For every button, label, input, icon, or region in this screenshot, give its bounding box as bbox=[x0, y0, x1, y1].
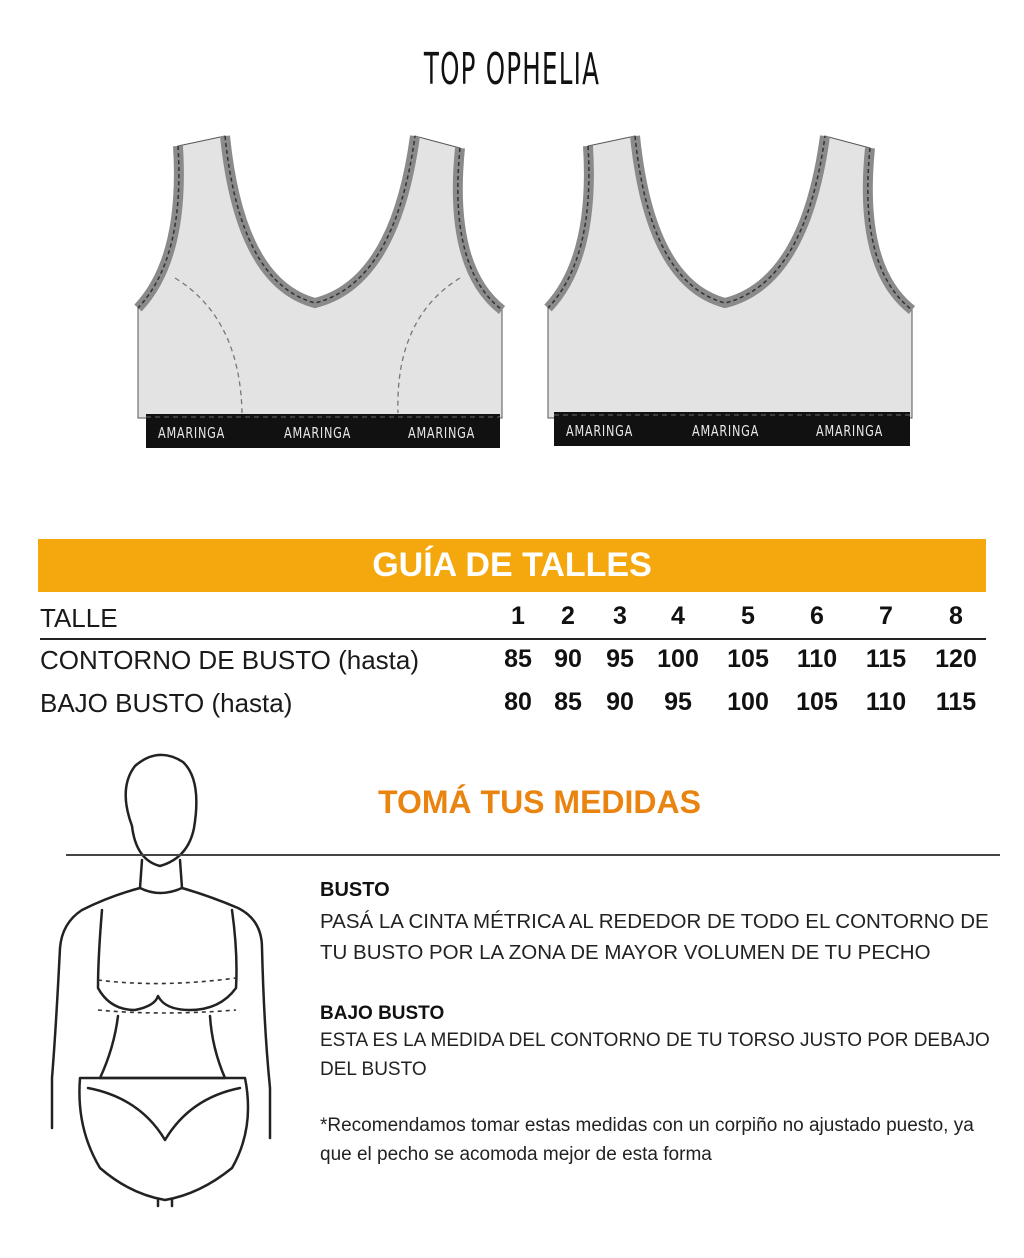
busto-instructions: PASÁ LA CINTA MÉTRICA AL REDEDOR DE TODO EL CONTORNO DE TU BUSTO POR LA ZONA DE MAYOR VOLUMEN DE TU PECHO bbox=[320, 910, 989, 964]
brand-label: AMARINGA bbox=[408, 424, 476, 442]
recommendation-note: *Recomendamos tomar estas medidas con un corpiño no ajustado puesto, ya que el pecho se acomoda mejor de esta forma bbox=[320, 1115, 974, 1165]
brand-label: AMARINGA bbox=[158, 424, 226, 442]
table-cell: 105 bbox=[796, 688, 838, 716]
table-cell: 120 bbox=[935, 645, 977, 673]
size-header-cell: 1 bbox=[511, 602, 525, 630]
size-header-cell: 8 bbox=[949, 602, 963, 630]
bajo-busto-heading: BAJO BUSTO bbox=[320, 1003, 445, 1024]
back-garment-illustration bbox=[540, 128, 920, 458]
brand-label: AMARINGA bbox=[566, 422, 634, 440]
brand-label: AMARINGA bbox=[816, 422, 884, 440]
table-cell: 100 bbox=[727, 688, 769, 716]
table-cell: 95 bbox=[664, 688, 692, 716]
table-cell: 105 bbox=[727, 645, 769, 673]
row-label-bajo-busto: BAJO BUSTO (hasta) bbox=[40, 688, 293, 718]
busto-heading: BUSTO bbox=[320, 879, 390, 901]
size-header-cell: 5 bbox=[741, 602, 755, 630]
bajo-busto-instructions: ESTA ES LA MEDIDA DEL CONTORNO DE TU TORSO JUSTO POR DEBAJO DEL BUSTO bbox=[320, 1030, 990, 1080]
front-garment-illustration bbox=[130, 128, 510, 458]
brand-label: AMARINGA bbox=[284, 424, 352, 442]
table-divider bbox=[40, 638, 986, 640]
size-header-cell: 6 bbox=[810, 602, 824, 630]
table-cell: 95 bbox=[606, 645, 634, 673]
measure-title: TOMÁ TUS MEDIDAS bbox=[378, 784, 701, 820]
page-title: TOP OPHELIA bbox=[423, 44, 601, 95]
table-cell: 80 bbox=[504, 688, 532, 716]
size-guide-banner bbox=[38, 539, 986, 592]
table-cell: 110 bbox=[796, 645, 838, 673]
body-figure-illustration bbox=[40, 748, 300, 1208]
size-header-cell: 4 bbox=[671, 602, 685, 630]
size-header-label: TALLE bbox=[40, 603, 118, 633]
table-cell: 115 bbox=[935, 688, 977, 716]
table-cell: 110 bbox=[865, 688, 907, 716]
size-header-cell: 3 bbox=[613, 602, 627, 630]
table-cell: 100 bbox=[657, 645, 699, 673]
table-cell: 115 bbox=[865, 645, 907, 673]
table-cell: 90 bbox=[606, 688, 634, 716]
section-divider bbox=[66, 854, 1000, 856]
row-label-busto: CONTORNO DE BUSTO (hasta) bbox=[40, 645, 419, 675]
size-header-cell: 2 bbox=[561, 602, 575, 630]
table-cell: 85 bbox=[554, 688, 582, 716]
table-cell: 90 bbox=[554, 645, 582, 673]
table-cell: 85 bbox=[504, 645, 532, 673]
size-header-cell: 7 bbox=[879, 602, 893, 630]
brand-label: AMARINGA bbox=[692, 422, 760, 440]
size-guide-title: GUÍA DE TALLES bbox=[372, 546, 652, 584]
